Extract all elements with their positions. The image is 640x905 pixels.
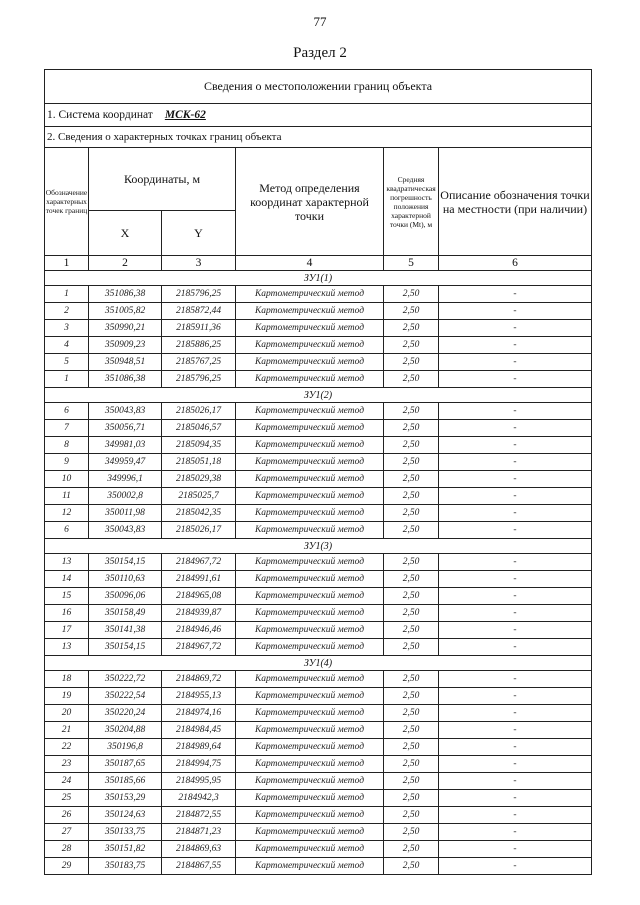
cell-description: - xyxy=(439,471,592,488)
cell-y: 2184872,55 xyxy=(162,807,236,824)
cell-point: 10 xyxy=(45,471,89,488)
cell-method: Картометрический метод xyxy=(236,807,384,824)
table-row xyxy=(45,639,592,656)
cell-error: 2,50 xyxy=(384,688,439,705)
table-row xyxy=(45,824,592,841)
cell-description: - xyxy=(439,522,592,539)
cell-description: - xyxy=(439,790,592,807)
cell-error: 2,50 xyxy=(384,824,439,841)
cell-x: 350133,75 xyxy=(89,824,162,841)
cell-error: 2,50 xyxy=(384,454,439,471)
cell-x: 350948,51 xyxy=(89,354,162,371)
cell-point: 26 xyxy=(45,807,89,824)
table-row xyxy=(45,705,592,722)
cell-x: 351086,38 xyxy=(89,286,162,303)
cell-x: 350096,06 xyxy=(89,588,162,605)
table-row xyxy=(45,671,592,688)
header-num-1: 1 xyxy=(45,256,89,271)
cell-y: 2185026,17 xyxy=(162,522,236,539)
cell-y: 2185767,25 xyxy=(162,354,236,371)
cell-error: 2,50 xyxy=(384,403,439,420)
cell-description: - xyxy=(439,403,592,420)
cell-method: Картометрический метод xyxy=(236,756,384,773)
cell-point: 1 xyxy=(45,286,89,303)
cell-description: - xyxy=(439,739,592,756)
cell-description: - xyxy=(439,639,592,656)
group-name: ЗУ1(1) xyxy=(45,271,592,286)
table-row xyxy=(45,722,592,739)
cell-description: - xyxy=(439,824,592,841)
cell-x: 350141,38 xyxy=(89,622,162,639)
cell-y: 2184989,64 xyxy=(162,739,236,756)
cell-x: 350196,8 xyxy=(89,739,162,756)
cell-y: 2185911,36 xyxy=(162,320,236,337)
table-row xyxy=(45,858,592,875)
cell-x: 351005,82 xyxy=(89,303,162,320)
cell-point: 12 xyxy=(45,505,89,522)
cell-point: 13 xyxy=(45,554,89,571)
cell-point: 22 xyxy=(45,739,89,756)
cell-x: 350056,71 xyxy=(89,420,162,437)
table-row xyxy=(45,505,592,522)
cell-method: Картометрический метод xyxy=(236,354,384,371)
cell-y: 2185026,17 xyxy=(162,403,236,420)
table-row xyxy=(45,337,592,354)
cell-method: Картометрический метод xyxy=(236,622,384,639)
cell-y: 2185872,44 xyxy=(162,303,236,320)
header-num-3: 3 xyxy=(162,256,236,271)
cell-point: 1 xyxy=(45,371,89,388)
cell-method: Картометрический метод xyxy=(236,505,384,522)
cell-method: Картометрический метод xyxy=(236,588,384,605)
cell-description: - xyxy=(439,371,592,388)
cell-x: 350158,49 xyxy=(89,605,162,622)
table-row xyxy=(45,622,592,639)
cell-error: 2,50 xyxy=(384,756,439,773)
group-row xyxy=(45,388,592,403)
cell-point: 9 xyxy=(45,454,89,471)
cell-description: - xyxy=(439,488,592,505)
table-row xyxy=(45,354,592,371)
cell-method: Картометрический метод xyxy=(236,639,384,656)
cell-y: 2184955,13 xyxy=(162,688,236,705)
cell-description: - xyxy=(439,773,592,790)
cell-description: - xyxy=(439,688,592,705)
cell-error: 2,50 xyxy=(384,303,439,320)
page-number: 77 xyxy=(313,14,327,29)
cell-y: 2184995,95 xyxy=(162,773,236,790)
cell-description: - xyxy=(439,756,592,773)
cell-error: 2,50 xyxy=(384,858,439,875)
cell-y: 2185796,25 xyxy=(162,371,236,388)
cell-y: 2184967,72 xyxy=(162,554,236,571)
cell-x: 350990,21 xyxy=(89,320,162,337)
cell-description: - xyxy=(439,437,592,454)
cell-error: 2,50 xyxy=(384,488,439,505)
cell-description: - xyxy=(439,337,592,354)
cell-description: - xyxy=(439,571,592,588)
table-row xyxy=(45,320,592,337)
header-error: Средняя квадратическая погрешность положения характерной точки (Mt), м xyxy=(384,148,439,256)
table-row xyxy=(45,303,592,320)
cell-description: - xyxy=(439,671,592,688)
cell-point: 16 xyxy=(45,605,89,622)
cell-x: 350909,23 xyxy=(89,337,162,354)
points-heading: 2. Сведения о характерных точках границ объекта xyxy=(45,127,592,148)
cell-point: 28 xyxy=(45,841,89,858)
table-row xyxy=(45,403,592,420)
cell-error: 2,50 xyxy=(384,705,439,722)
cell-point: 7 xyxy=(45,420,89,437)
cell-method: Картометрический метод xyxy=(236,471,384,488)
cell-error: 2,50 xyxy=(384,554,439,571)
cell-point: 27 xyxy=(45,824,89,841)
cell-y: 2184942,3 xyxy=(162,790,236,807)
cell-x: 350222,54 xyxy=(89,688,162,705)
group-name: ЗУ1(2) xyxy=(45,388,592,403)
cell-x: 350187,65 xyxy=(89,756,162,773)
cell-method: Картометрический метод xyxy=(236,554,384,571)
boundary-table xyxy=(44,69,592,875)
cell-error: 2,50 xyxy=(384,437,439,454)
cell-error: 2,50 xyxy=(384,639,439,656)
cell-method: Картометрический метод xyxy=(236,286,384,303)
header-num-6: 6 xyxy=(439,256,592,271)
cell-point: 2 xyxy=(45,303,89,320)
table-row xyxy=(45,773,592,790)
cell-description: - xyxy=(439,505,592,522)
header-num-4: 4 xyxy=(236,256,384,271)
cell-error: 2,50 xyxy=(384,354,439,371)
cell-point: 19 xyxy=(45,688,89,705)
cell-point: 29 xyxy=(45,858,89,875)
cell-point: 15 xyxy=(45,588,89,605)
table-row xyxy=(45,437,592,454)
cell-method: Картометрический метод xyxy=(236,858,384,875)
cell-description: - xyxy=(439,303,592,320)
cell-description: - xyxy=(439,807,592,824)
cell-y: 2184871,23 xyxy=(162,824,236,841)
cell-method: Картометрический метод xyxy=(236,403,384,420)
cell-point: 25 xyxy=(45,790,89,807)
cell-point: 14 xyxy=(45,571,89,588)
table-row xyxy=(45,588,592,605)
cell-point: 24 xyxy=(45,773,89,790)
cell-description: - xyxy=(439,286,592,303)
cell-x: 350185,66 xyxy=(89,773,162,790)
cell-method: Картометрический метод xyxy=(236,773,384,790)
cell-method: Картометрический метод xyxy=(236,320,384,337)
coordinate-system-row xyxy=(45,104,592,127)
cell-x: 350124,63 xyxy=(89,807,162,824)
header-coordinates: Координаты, м xyxy=(89,148,236,211)
cell-description: - xyxy=(439,722,592,739)
cell-method: Картометрический метод xyxy=(236,722,384,739)
cell-y: 2185029,38 xyxy=(162,471,236,488)
cell-error: 2,50 xyxy=(384,722,439,739)
table-row xyxy=(45,756,592,773)
cell-x: 350220,24 xyxy=(89,705,162,722)
cell-point: 6 xyxy=(45,522,89,539)
cell-error: 2,50 xyxy=(384,571,439,588)
boundary-document xyxy=(44,69,591,875)
cell-x: 350043,83 xyxy=(89,522,162,539)
table-row xyxy=(45,807,592,824)
table-row xyxy=(45,841,592,858)
cell-method: Картометрический метод xyxy=(236,371,384,388)
group-row xyxy=(45,271,592,286)
cell-error: 2,50 xyxy=(384,790,439,807)
table-row xyxy=(45,790,592,807)
cell-y: 2185046,57 xyxy=(162,420,236,437)
cell-x: 350153,29 xyxy=(89,790,162,807)
cell-point: 8 xyxy=(45,437,89,454)
cell-x: 350110,63 xyxy=(89,571,162,588)
cell-method: Картометрический метод xyxy=(236,303,384,320)
cell-y: 2184967,72 xyxy=(162,639,236,656)
coordinate-system-label: 1. Система координат xyxy=(47,109,153,121)
cell-x: 350151,82 xyxy=(89,841,162,858)
cell-method: Картометрический метод xyxy=(236,337,384,354)
table-row xyxy=(45,371,592,388)
table-row xyxy=(45,605,592,622)
cell-error: 2,50 xyxy=(384,371,439,388)
cell-method: Картометрический метод xyxy=(236,454,384,471)
cell-description: - xyxy=(439,858,592,875)
cell-y: 2184867,55 xyxy=(162,858,236,875)
cell-point: 3 xyxy=(45,320,89,337)
cell-description: - xyxy=(439,354,592,371)
cell-description: - xyxy=(439,554,592,571)
cell-method: Картометрический метод xyxy=(236,739,384,756)
cell-method: Картометрический метод xyxy=(236,488,384,505)
group-row xyxy=(45,539,592,554)
cell-point: 5 xyxy=(45,354,89,371)
cell-error: 2,50 xyxy=(384,671,439,688)
section-title: Раздел 2 xyxy=(293,45,347,61)
cell-x: 351086,38 xyxy=(89,371,162,388)
cell-description: - xyxy=(439,320,592,337)
cell-error: 2,50 xyxy=(384,505,439,522)
cell-y: 2185796,25 xyxy=(162,286,236,303)
cell-error: 2,50 xyxy=(384,622,439,639)
group-row xyxy=(45,656,592,671)
header-y: Y xyxy=(162,211,236,256)
cell-method: Картометрический метод xyxy=(236,605,384,622)
cell-x: 350204,88 xyxy=(89,722,162,739)
cell-error: 2,50 xyxy=(384,739,439,756)
cell-description: - xyxy=(439,454,592,471)
cell-description: - xyxy=(439,420,592,437)
cell-method: Картометрический метод xyxy=(236,437,384,454)
table-row xyxy=(45,488,592,505)
header-point-designation: Обозначение характерных точек границ xyxy=(45,148,89,256)
cell-description: - xyxy=(439,705,592,722)
table-row xyxy=(45,454,592,471)
cell-error: 2,50 xyxy=(384,807,439,824)
table-row xyxy=(45,739,592,756)
cell-error: 2,50 xyxy=(384,841,439,858)
table-row xyxy=(45,286,592,303)
cell-x: 350154,15 xyxy=(89,639,162,656)
cell-method: Картометрический метод xyxy=(236,705,384,722)
cell-point: 6 xyxy=(45,403,89,420)
cell-error: 2,50 xyxy=(384,471,439,488)
cell-y: 2185886,25 xyxy=(162,337,236,354)
cell-error: 2,50 xyxy=(384,320,439,337)
cell-error: 2,50 xyxy=(384,337,439,354)
table-row xyxy=(45,522,592,539)
table-row xyxy=(45,571,592,588)
cell-y: 2184869,63 xyxy=(162,841,236,858)
header-x: X xyxy=(89,211,162,256)
cell-x: 350154,15 xyxy=(89,554,162,571)
cell-method: Картометрический метод xyxy=(236,824,384,841)
cell-method: Картометрический метод xyxy=(236,522,384,539)
cell-error: 2,50 xyxy=(384,522,439,539)
cell-x: 349996,1 xyxy=(89,471,162,488)
cell-x: 350222,72 xyxy=(89,671,162,688)
cell-description: - xyxy=(439,841,592,858)
header-num-5: 5 xyxy=(384,256,439,271)
cell-y: 2184994,75 xyxy=(162,756,236,773)
cell-error: 2,50 xyxy=(384,588,439,605)
cell-y: 2185025,7 xyxy=(162,488,236,505)
cell-description: - xyxy=(439,588,592,605)
cell-y: 2185042,35 xyxy=(162,505,236,522)
cell-point: 23 xyxy=(45,756,89,773)
cell-y: 2184965,08 xyxy=(162,588,236,605)
cell-x: 350043,83 xyxy=(89,403,162,420)
cell-y: 2184991,61 xyxy=(162,571,236,588)
cell-description: - xyxy=(439,622,592,639)
cell-error: 2,50 xyxy=(384,773,439,790)
group-name: ЗУ1(4) xyxy=(45,656,592,671)
table-row xyxy=(45,554,592,571)
cell-method: Картометрический метод xyxy=(236,571,384,588)
cell-error: 2,50 xyxy=(384,605,439,622)
cell-x: 350002,8 xyxy=(89,488,162,505)
header-description: Описание обозначения точки на местности (при наличии) xyxy=(439,148,592,256)
table-row xyxy=(45,471,592,488)
cell-x: 350011,98 xyxy=(89,505,162,522)
cell-method: Картометрический метод xyxy=(236,790,384,807)
cell-method: Картометрический метод xyxy=(236,688,384,705)
cell-point: 20 xyxy=(45,705,89,722)
cell-point: 21 xyxy=(45,722,89,739)
cell-point: 18 xyxy=(45,671,89,688)
cell-x: 349981,03 xyxy=(89,437,162,454)
cell-y: 2184939,87 xyxy=(162,605,236,622)
cell-y: 2184946,46 xyxy=(162,622,236,639)
cell-y: 2184869,72 xyxy=(162,671,236,688)
header-method: Метод определения координат характерной точки xyxy=(236,148,384,256)
cell-method: Картометрический метод xyxy=(236,841,384,858)
cell-method: Картометрический метод xyxy=(236,420,384,437)
table-row xyxy=(45,420,592,437)
cell-point: 13 xyxy=(45,639,89,656)
cell-point: 4 xyxy=(45,337,89,354)
cell-description: - xyxy=(439,605,592,622)
cell-method: Картометрический метод xyxy=(236,671,384,688)
coordinate-system-value: МСК-62 xyxy=(164,109,206,121)
cell-y: 2185051,18 xyxy=(162,454,236,471)
cell-error: 2,50 xyxy=(384,420,439,437)
cell-x: 349959,47 xyxy=(89,454,162,471)
cell-x: 350183,75 xyxy=(89,858,162,875)
table-row xyxy=(45,688,592,705)
cell-y: 2184974,16 xyxy=(162,705,236,722)
cell-point: 11 xyxy=(45,488,89,505)
cell-error: 2,50 xyxy=(384,286,439,303)
cell-y: 2184984,45 xyxy=(162,722,236,739)
table-title: Сведения о местоположении границ объекта xyxy=(45,70,592,104)
group-name: ЗУ1(3) xyxy=(45,539,592,554)
header-num-2: 2 xyxy=(89,256,162,271)
cell-y: 2185094,35 xyxy=(162,437,236,454)
cell-point: 17 xyxy=(45,622,89,639)
